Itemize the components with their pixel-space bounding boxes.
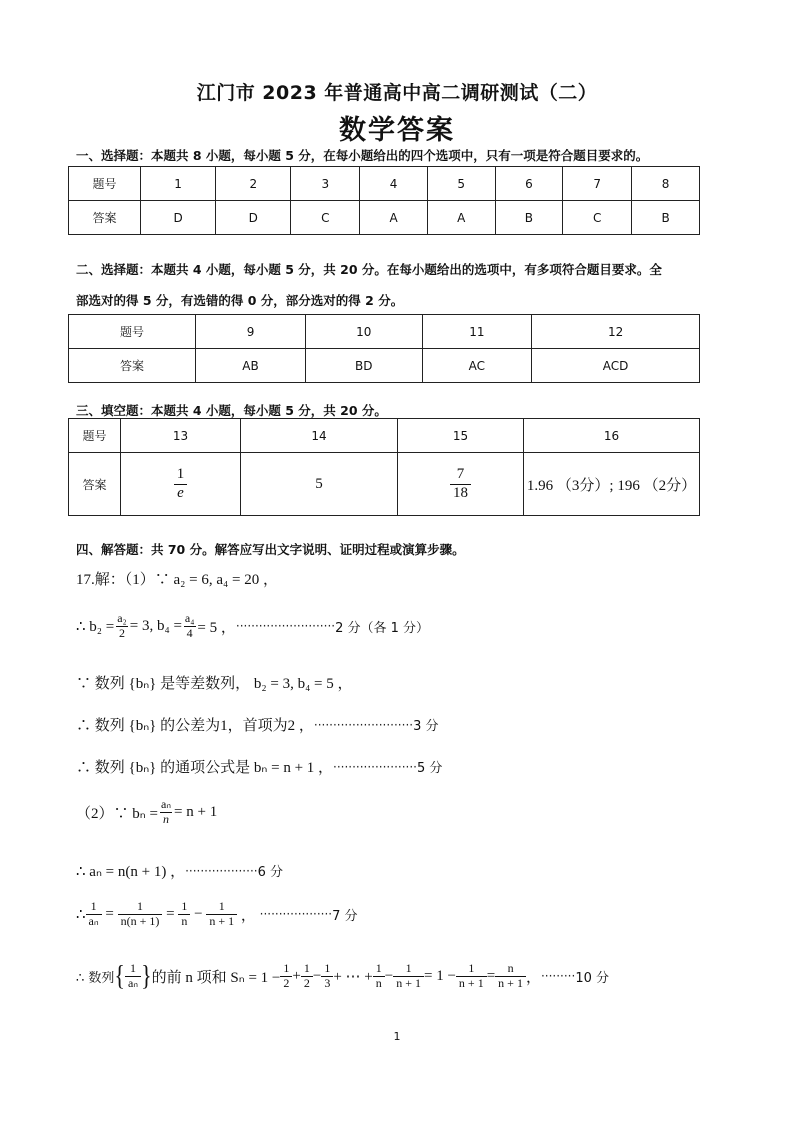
table-cell: A xyxy=(427,201,495,235)
table-cell: B xyxy=(495,201,563,235)
fraction: $\frac{1}{\text{aₙ}}$ xyxy=(86,900,102,929)
section2-heading-line2: 部选对的得 5 分，有选错的得 0 分，部分选对的得 2 分。 xyxy=(76,293,404,308)
table-cell: C xyxy=(291,201,360,235)
fraction: $\frac{1}{3}$ xyxy=(321,962,333,991)
table-row xyxy=(69,315,700,349)
table-row xyxy=(69,349,700,383)
page-number: 1 xyxy=(393,1030,401,1043)
section2-heading-line1: 二、选择题：本题共 4 小题，每小题 5 分，共 20 分。在每小题给出的选项中，有多项符合题目要求。全 xyxy=(76,262,662,277)
table-cell: 13 xyxy=(121,419,241,453)
table-cell: D xyxy=(216,201,291,235)
row-label: 题号 xyxy=(69,315,196,349)
table-row xyxy=(69,419,700,453)
page-title: 江门市 2023 年普通高中高二调研测试（二） xyxy=(196,82,598,104)
solution-line-5: ∴ 数列 {bₙ} 的通项公式是 bₙ = n + 1 ， ······················ 5 分 xyxy=(76,756,442,777)
fraction: $\frac{n}{n + 1}$ xyxy=(495,962,526,991)
table-cell: 3 xyxy=(291,167,360,201)
table-cell: BD xyxy=(306,349,423,383)
fraction: $\frac{1}{n}$ xyxy=(178,900,190,929)
page-subtitle: 数学答案 xyxy=(339,115,455,146)
solution-line-7: ∴ aₙ = n(n + 1) ， ··················· 6 分 xyxy=(76,860,283,881)
table-cell: B xyxy=(632,201,700,235)
table-cell: 8 xyxy=(632,167,700,201)
fraction: $\frac{1}{2}$ xyxy=(280,962,292,991)
table-row xyxy=(69,453,700,516)
table-cell: C xyxy=(563,201,632,235)
answer-13-cell xyxy=(121,453,241,516)
section3-heading: 三、填空题：本题共 4 小题，每小题 5 分，共 20 分。 xyxy=(76,403,387,418)
fraction: $\frac{7}{18}$ xyxy=(450,466,471,502)
table-cell: A xyxy=(360,201,428,235)
section2-table xyxy=(68,314,700,383)
fraction: $\frac{\text{a₄}}{4}$ xyxy=(184,611,195,640)
solution-line-1: 17.解：（1）∵ a₂ = 6, a₄ = 20 ， xyxy=(76,572,278,588)
table-cell: 4 xyxy=(360,167,428,201)
solution-line-3: ∵ 数列 {bₙ} 是等差数列， b₂ = 3, b₄ = 5 ， xyxy=(76,676,353,692)
score-label: 2 分（各 1 分） xyxy=(335,620,430,636)
score-label: 6 分 xyxy=(257,865,283,880)
table-cell: ACD xyxy=(532,349,700,383)
table-cell: 9 xyxy=(196,315,306,349)
table-cell: 7 xyxy=(563,167,632,201)
table-cell: 14 xyxy=(241,419,398,453)
solution-line-2: ∴ b₂ = $\frac{\text{a₂}}{2}$ = 3, b₄ = $\frac{\text{a₄}}{4}$ = 5 ， ·························· 2 分（各 1 分） xyxy=(76,611,430,640)
fraction: $\frac{1}{n(n + 1)}$ xyxy=(118,900,163,929)
fraction: $\frac{1}{n + 1}$ xyxy=(393,962,424,991)
table-cell: 16 xyxy=(524,419,700,453)
row-label: 答案 xyxy=(69,349,196,383)
row-label: 题号 xyxy=(69,419,121,453)
section1-heading: 一、选择题：本题共 8 小题，每小题 5 分，在每小题给出的四个选项中，只有一项是符合题目要求的。 xyxy=(76,148,649,163)
left-brace: { xyxy=(114,959,125,992)
table-cell: 11 xyxy=(422,315,532,349)
table-cell: 5 xyxy=(427,167,495,201)
fraction: $\frac{1}{2}$ xyxy=(301,962,313,991)
answer-14-cell: 5 xyxy=(241,453,398,516)
table-cell: D xyxy=(141,201,216,235)
row-label: 答案 xyxy=(69,201,141,235)
fraction: $\frac{1}{n + 1}$ xyxy=(206,900,237,929)
fraction: $\frac{1}{e}$ xyxy=(174,466,188,502)
solution-line-4: ∴ 数列 {bₙ} 的公差为1，首项为2 ， ·························· 3 分 xyxy=(76,714,438,735)
fraction: $\frac{\text{a₂}}{2}$ xyxy=(117,611,127,640)
section1-table xyxy=(68,166,700,235)
score-label: 3 分 xyxy=(413,719,439,734)
solution-line-9: ∴ 数列 { $\frac{1}{\text{aₙ}}$ } 的前 n 项和 Sₙ = 1 − $\frac{1}{2}$ + $\frac{1}{2}$ − $\frac{1}{3}$ + ⋯ + $\frac{1}{n}$ − $\frac{1}{n + 1}$ = 1 − $\frac{1}{n + 1}$ = $\frac{n}{n + 1}$ ， ········· 10 分 xyxy=(76,959,609,992)
table-cell: 2 xyxy=(216,167,291,201)
solution-line-8: ∴ $\frac{1}{\text{aₙ}}$ = $\frac{1}{n(n + 1)}$ = $\frac{1}{n}$ − $\frac{1}{n + 1}$ ， ··················· 7 分 xyxy=(76,899,358,928)
section3-table xyxy=(68,418,700,516)
fraction: $\frac{1}{\text{aₙ}}$ xyxy=(125,962,141,991)
solution-line-6: （2）∵ bₙ = $\frac{\text{aₙ}}{n}$ = n + 1 xyxy=(76,797,218,826)
table-cell: 15 xyxy=(398,419,524,453)
score-label: 5 分 xyxy=(416,761,443,776)
score-label: 7 分 xyxy=(332,908,358,924)
answer-15-cell xyxy=(398,453,524,516)
row-label: 题号 xyxy=(69,167,141,201)
right-brace: } xyxy=(141,959,152,992)
section4-heading: 四、解答题：共 70 分。解答应写出文字说明、证明过程或演算步骤。 xyxy=(76,542,465,557)
fraction: $\frac{\text{aₙ}}{n}$ xyxy=(160,797,172,826)
table-cell: 12 xyxy=(532,315,700,349)
table-cell: AC xyxy=(422,349,532,383)
score-label: 10 分 xyxy=(575,970,609,986)
table-cell: 6 xyxy=(495,167,563,201)
answer-16-cell: 1.96 （3分）; 196 （2分） xyxy=(524,453,700,516)
row-label: 答案 xyxy=(69,453,121,516)
fraction: $\frac{1}{n + 1}$ xyxy=(456,962,487,991)
table-cell: 10 xyxy=(306,315,423,349)
fraction: $\frac{1}{n}$ xyxy=(373,962,385,991)
table-row xyxy=(69,167,700,201)
table-row xyxy=(69,201,700,235)
table-cell: AB xyxy=(196,349,306,383)
table-cell: 1 xyxy=(141,167,216,201)
